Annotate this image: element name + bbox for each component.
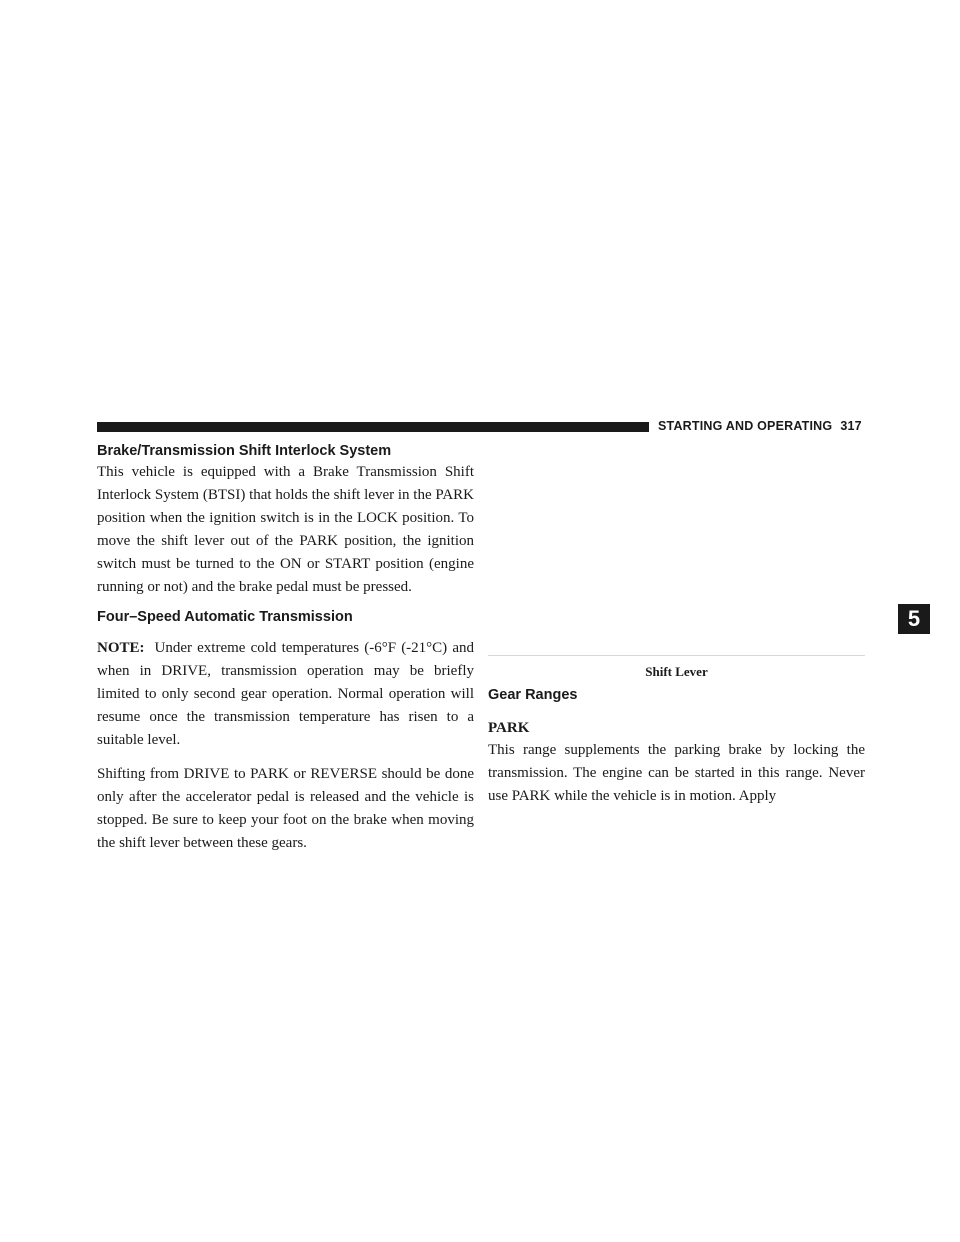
note-label: NOTE: [97, 640, 145, 656]
figure-caption: Shift Lever [645, 664, 708, 679]
gear-ranges-heading: Gear Ranges [488, 687, 578, 703]
page-number: 317 [840, 419, 862, 433]
running-header [658, 419, 862, 433]
note-paragraph [97, 637, 474, 752]
shifting-paragraph: Shifting from DRIVE to PARK or REVERSE should be done only after the accelerator pedal is released and the vehicle is stopped. Be sure to keep your foot on the brake when moving the shift lever between these gears. [97, 766, 474, 851]
transmission-heading: Four–Speed Automatic Transmission [97, 609, 353, 625]
brake-interlock-paragraph: This vehicle is equipped with a Brake Transmission Shift Interlock System (BTSI) that holds the shift lever in the PARK position when the ignition switch is in the LOCK position. To move the shift lever out of the PARK position, the ignition switch must be turned to the ON or START position (engine running or not) and the brake pedal must be pressed. [97, 464, 474, 595]
figure-divider [488, 655, 865, 656]
brake-interlock-heading: Brake/Transmission Shift Interlock System [97, 443, 392, 459]
header-rule [97, 422, 649, 432]
left-column [97, 441, 474, 855]
park-subheading: PARK [488, 720, 530, 736]
park-paragraph: This range supplements the parking brake by locking the transmission. The engine can be started in this range. Never use PARK while the vehicle is in motion. Apply [488, 742, 865, 804]
right-column [488, 655, 865, 808]
chapter-tab: 5 [898, 604, 930, 634]
note-text: Under extreme cold temperatures (-6°F (-21°C) and when in DRIVE, transmission operation may be briefly limited to only second gear operation. Normal operation will resume once the transmission temperature has risen to a suitable level. [97, 640, 474, 748]
section-title: STARTING AND OPERATING [658, 419, 833, 433]
